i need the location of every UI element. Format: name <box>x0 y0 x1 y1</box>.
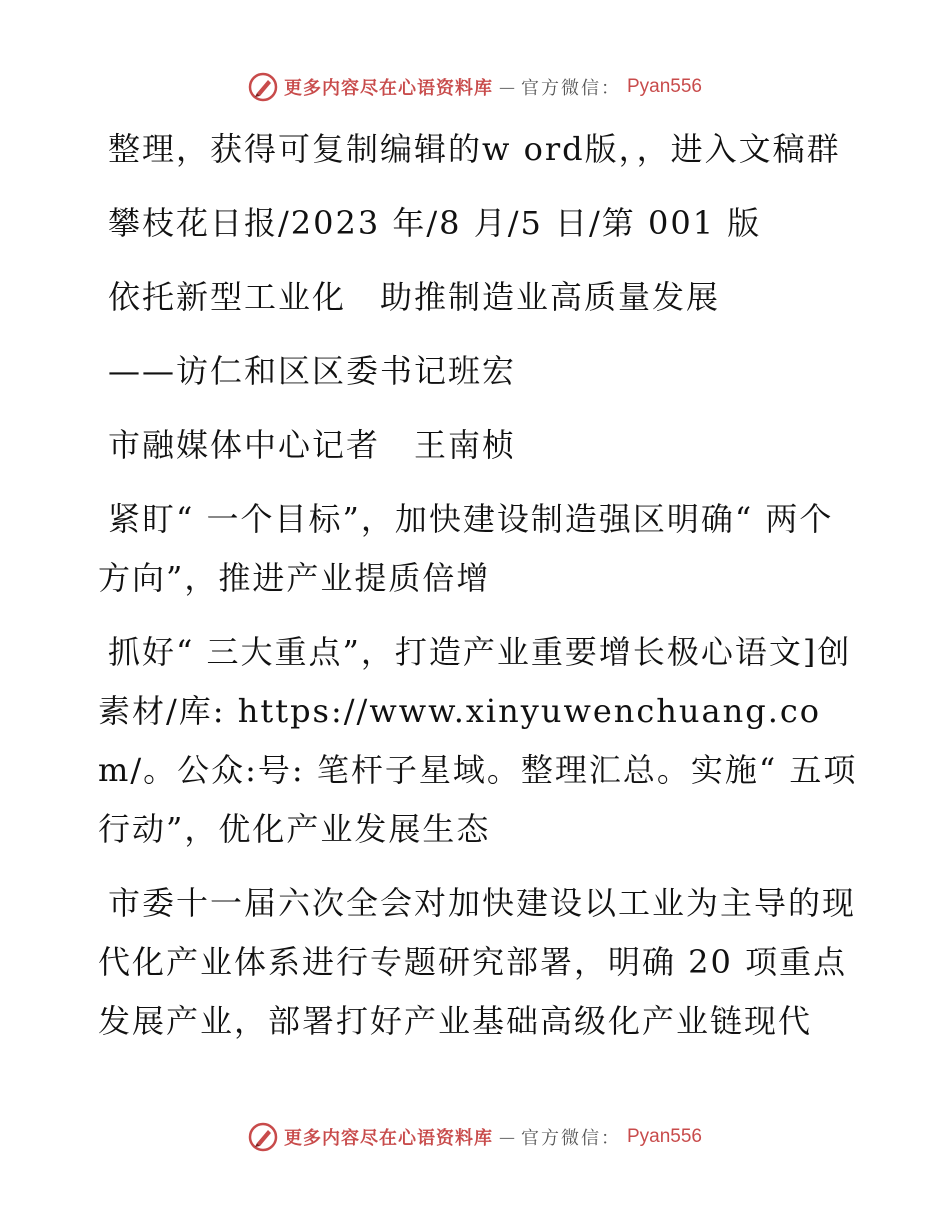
banner-wechat-label: 官方微信： <box>520 1128 621 1149</box>
footer-banner <box>0 1122 950 1152</box>
header-banner <box>0 72 950 102</box>
article-subtitle: ——访仁和区区委书记班宏 <box>108 352 517 390</box>
article-title: 依托新型工业化 助推制造业高质量发展 <box>108 278 721 316</box>
banner-main-text: 更多内容尽在心语资料库 <box>283 1128 493 1149</box>
banner-wechat-id: Pyan556 <box>626 1126 702 1147</box>
banner-separator: — <box>498 77 515 97</box>
section-heading-2: 抓好“ 三大重点”，打造产业重要增长极心语文]创素材/库: https://www.xinyuwenchuang.com/。公众:号: 笔杆子星域。整理汇总。实施“ 五项行动”，优化产业发展生态 <box>98 633 858 848</box>
banner-main-text: 更多内容尽在心语资料库 <box>283 78 493 99</box>
paragraph-intro: 整理，获得可复制编辑的w ord版，，进入文稿群 <box>108 130 841 168</box>
body-paragraph: 市委十一届六次全会对加快建设以工业为主导的现代化产业体系进行专题研究部署，明确 20 项重点发展产业，部署打好产业基础高级化产业链现代 <box>98 884 857 1040</box>
pen-logo-icon <box>248 1122 278 1152</box>
pen-logo-icon <box>248 72 278 102</box>
document-body <box>98 120 858 1066</box>
banner-wechat-label: 官方微信： <box>520 78 621 99</box>
paragraph-source: 攀枝花日报/2023 年/8 月/5 日/第 001 版 <box>108 204 762 242</box>
article-byline: 市融媒体中心记者 王南桢 <box>108 426 517 464</box>
banner-wechat-id: Pyan556 <box>626 76 702 97</box>
section-heading-1: 紧盯“ 一个目标”，加快建设制造强区明确“ 两个方向”，推进产业提质倍增 <box>98 500 834 597</box>
banner-separator: — <box>498 1127 515 1147</box>
